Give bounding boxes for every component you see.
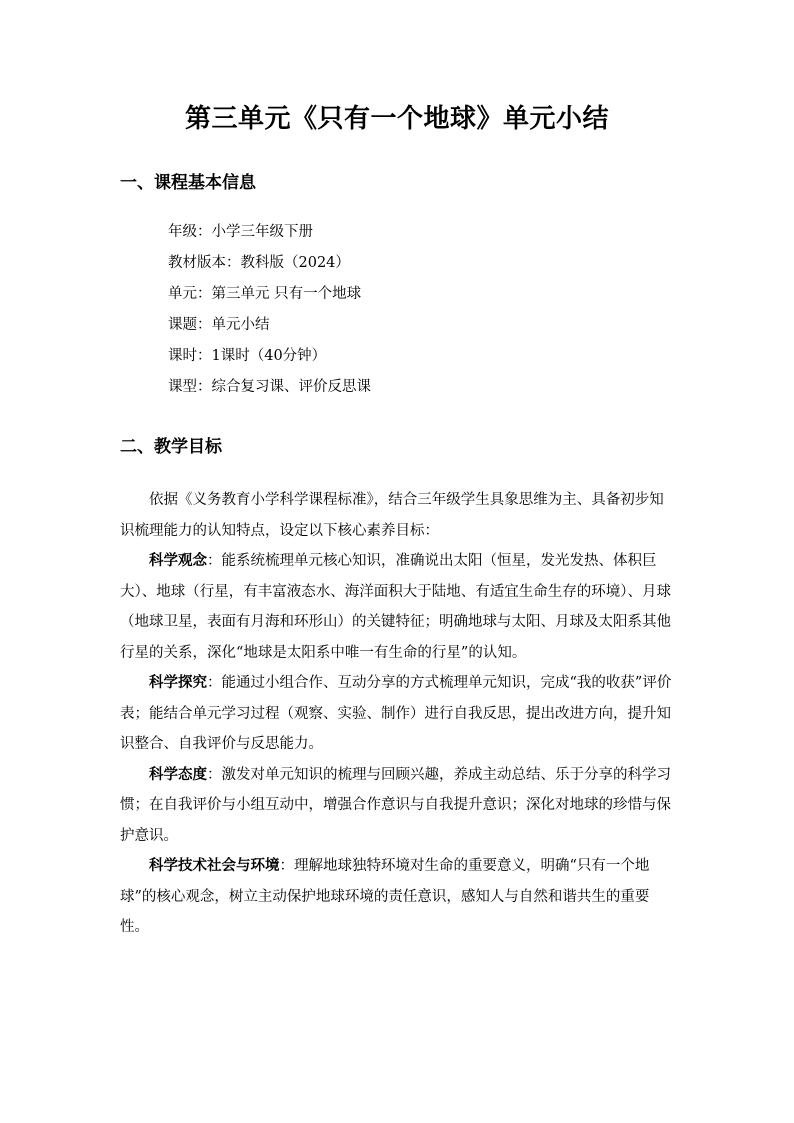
info-grade: 年级：小学三年级下册 bbox=[168, 224, 313, 240]
page-title: 第三单元《只有一个地球》单元小结 bbox=[184, 104, 609, 134]
goal-science-concept bbox=[120, 546, 676, 668]
goal-label: 科学探究 bbox=[149, 675, 207, 691]
goal-label: 科学观念 bbox=[149, 553, 207, 569]
goal-text: ：理解地球独特环境对生命的重要意义，明确“只有一个地球”的核心观念，树立主动保护地球环境的责任意识，感知人与自然和谐共生的重要性。 bbox=[120, 858, 650, 935]
info-topic: 课题：单元小结 bbox=[168, 317, 270, 333]
goal-label: 科学技术社会与环境 bbox=[149, 858, 280, 874]
goal-text: ：能通过小组合作、互动分享的方式梳理单元知识，完成“我的收获”评价表；能结合单元学习过程（观察、实验、制作）进行自我反思，提出改进方向，提升知识整合、自我评价与反思能力。 bbox=[120, 675, 672, 752]
goal-text: ：能系统梳理单元核心知识，准确说出太阳（恒星，发光发热、体积巨大）、地球（行星，有丰富液态水、海洋面积大于陆地、有适宜生命生存的环境）、月球（地球卫星，表面有月海和环形山）的关键特征；明确地球与太阳、月球及太阳系其他行星的关系，深化“地球是太阳系中唯一有生命的行星”的认知。 bbox=[120, 553, 671, 661]
goal-stse bbox=[120, 851, 676, 943]
info-hours: 课时：1课时（40分钟） bbox=[168, 348, 327, 364]
objectives-intro: 依据《义务教育小学科学课程标准》，结合三年级学生具象思维为主、具备初步知识梳理能力的认知特点，设定以下核心素养目标： bbox=[120, 492, 664, 539]
goal-science-attitude bbox=[120, 760, 676, 852]
info-textbook: 教材版本：教科版（2024） bbox=[168, 255, 350, 271]
goal-text: ：激发对单元知识的梳理与回顾兴趣，养成主动总结、乐于分享的科学习惯；在自我评价与小组互动中，增强合作意识与自我提升意识；深化对地球的珍惜与保护意识。 bbox=[120, 766, 671, 844]
course-info-list bbox=[168, 222, 371, 408]
info-unit: 单元：第三单元 只有一个地球 bbox=[168, 286, 362, 302]
objectives-body bbox=[120, 485, 676, 943]
info-type: 课型：综合复习课、评价反思课 bbox=[168, 379, 371, 395]
section-heading-objectives: 二、教学目标 bbox=[120, 437, 222, 457]
section-heading-course-info: 一、课程基本信息 bbox=[120, 173, 256, 193]
goal-science-inquiry bbox=[120, 668, 676, 760]
goal-label: 科学态度 bbox=[149, 766, 207, 783]
